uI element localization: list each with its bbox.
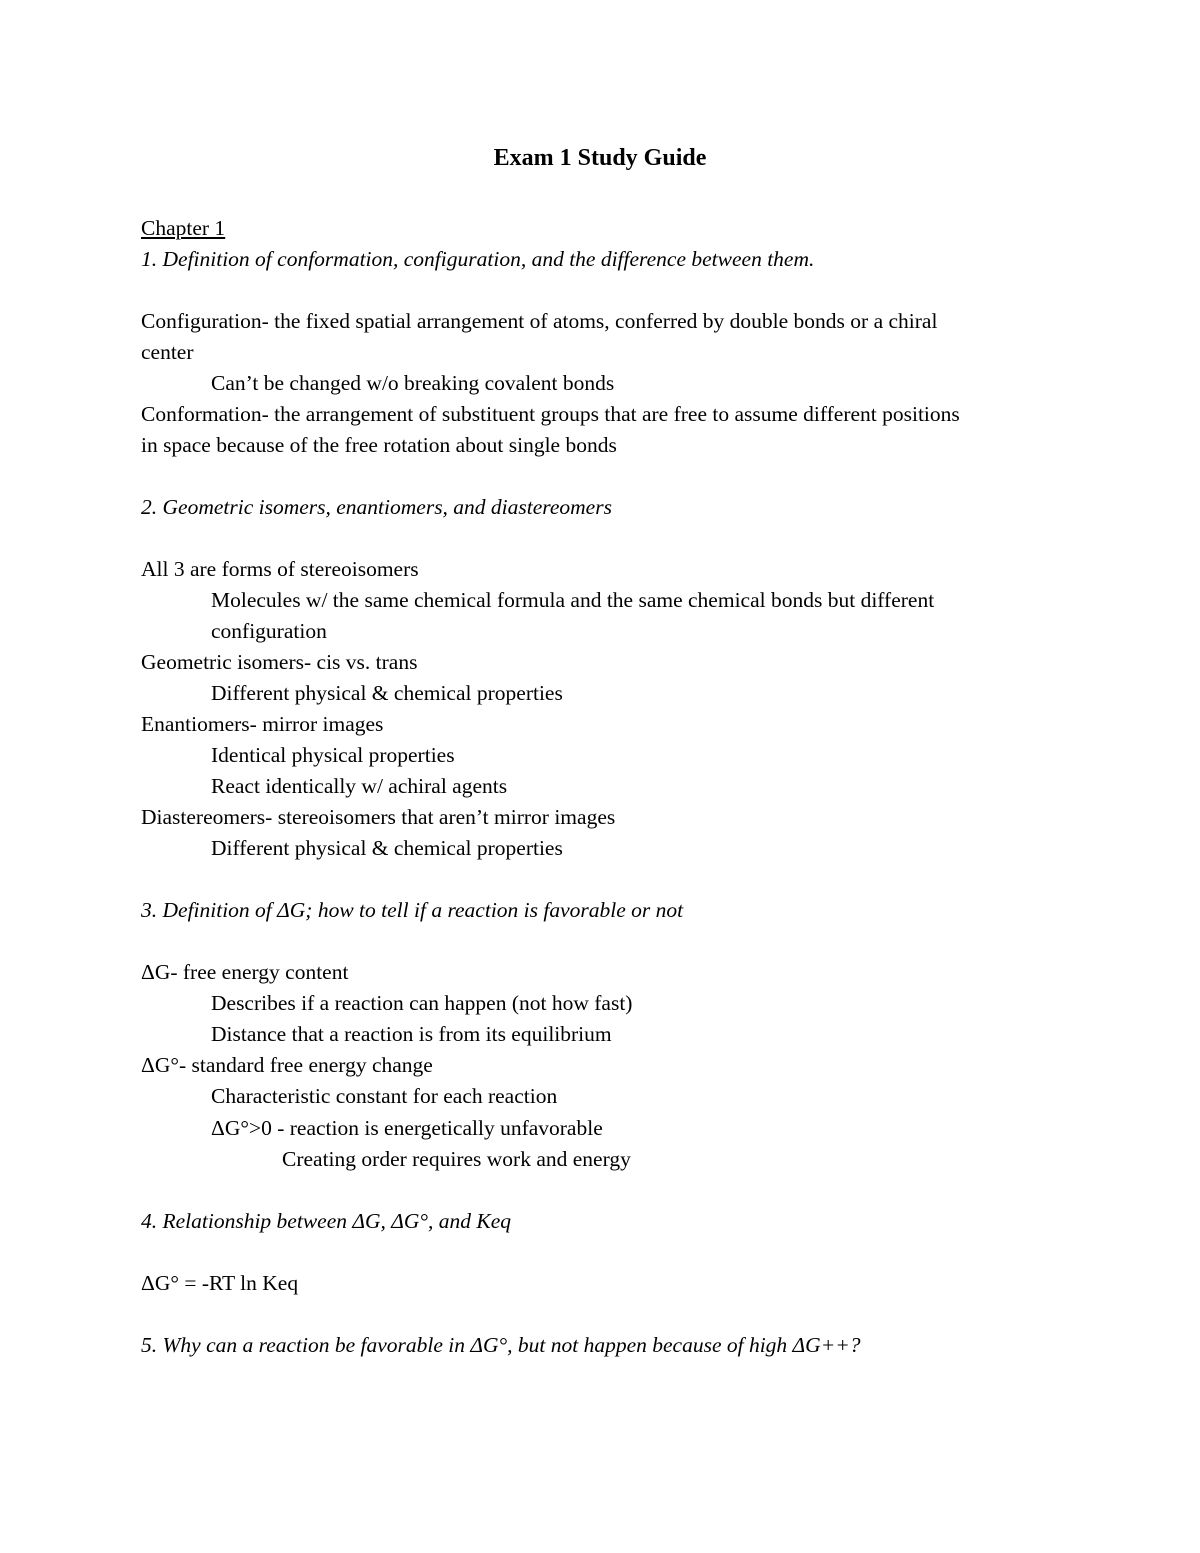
answer-line: Geometric isomers- cis vs. trans	[141, 650, 418, 674]
question-3: 3. Definition of ΔG; how to tell if a reaction is favorable or not	[141, 898, 684, 922]
answer-line: Molecules w/ the same chemical formula and the same chemical bonds but different	[211, 588, 935, 612]
answer-line: All 3 are forms of stereoisomers	[141, 557, 419, 581]
answer-line: ΔG°- standard free energy change	[141, 1053, 433, 1077]
answer-line: ΔG° = -RT ln Keq	[141, 1271, 299, 1295]
question-2: 2. Geometric isomers, enantiomers, and diastereomers	[141, 495, 612, 519]
answer-line: Identical physical properties	[211, 743, 455, 767]
answer-line: Different physical & chemical properties	[211, 836, 563, 860]
question-1: 1. Definition of conformation, configuration, and the difference between them.	[141, 247, 815, 271]
answer-line: Characteristic constant for each reaction	[211, 1084, 558, 1108]
answer-line: Conformation- the arrangement of substituent groups that are free to assume different positions	[141, 402, 960, 426]
question-5: 5. Why can a reaction be favorable in ΔG°, but not happen because of high ΔG++?	[141, 1333, 861, 1357]
answer-line: Can’t be changed w/o breaking covalent bonds	[211, 371, 615, 395]
document-title: Exam 1 Study Guide	[493, 145, 707, 171]
answer-line: configuration	[211, 619, 327, 643]
answer-line: in space because of the free rotation about single bonds	[141, 433, 617, 457]
answer-line: Enantiomers- mirror images	[141, 712, 384, 736]
answer-line: center	[141, 340, 194, 364]
answer-line: Configuration- the fixed spatial arrangement of atoms, conferred by double bonds or a chiral	[141, 309, 938, 333]
answer-line: ΔG- free energy content	[141, 960, 349, 984]
answer-line: Distance that a reaction is from its equilibrium	[211, 1022, 612, 1046]
answer-line: React identically w/ achiral agents	[211, 774, 508, 798]
answer-line: Describes if a reaction can happen (not how fast)	[211, 991, 633, 1015]
answer-line: Diastereomers- stereoisomers that aren’t mirror images	[141, 805, 616, 829]
chapter-heading: Chapter 1	[141, 216, 226, 240]
question-4: 4. Relationship between ΔG, ΔG°, and Keq	[141, 1209, 512, 1233]
answer-line: Different physical & chemical properties	[211, 681, 563, 705]
answer-line: ΔG°>0 - reaction is energetically unfavorable	[211, 1116, 603, 1140]
answer-line: Creating order requires work and energy	[282, 1147, 631, 1171]
